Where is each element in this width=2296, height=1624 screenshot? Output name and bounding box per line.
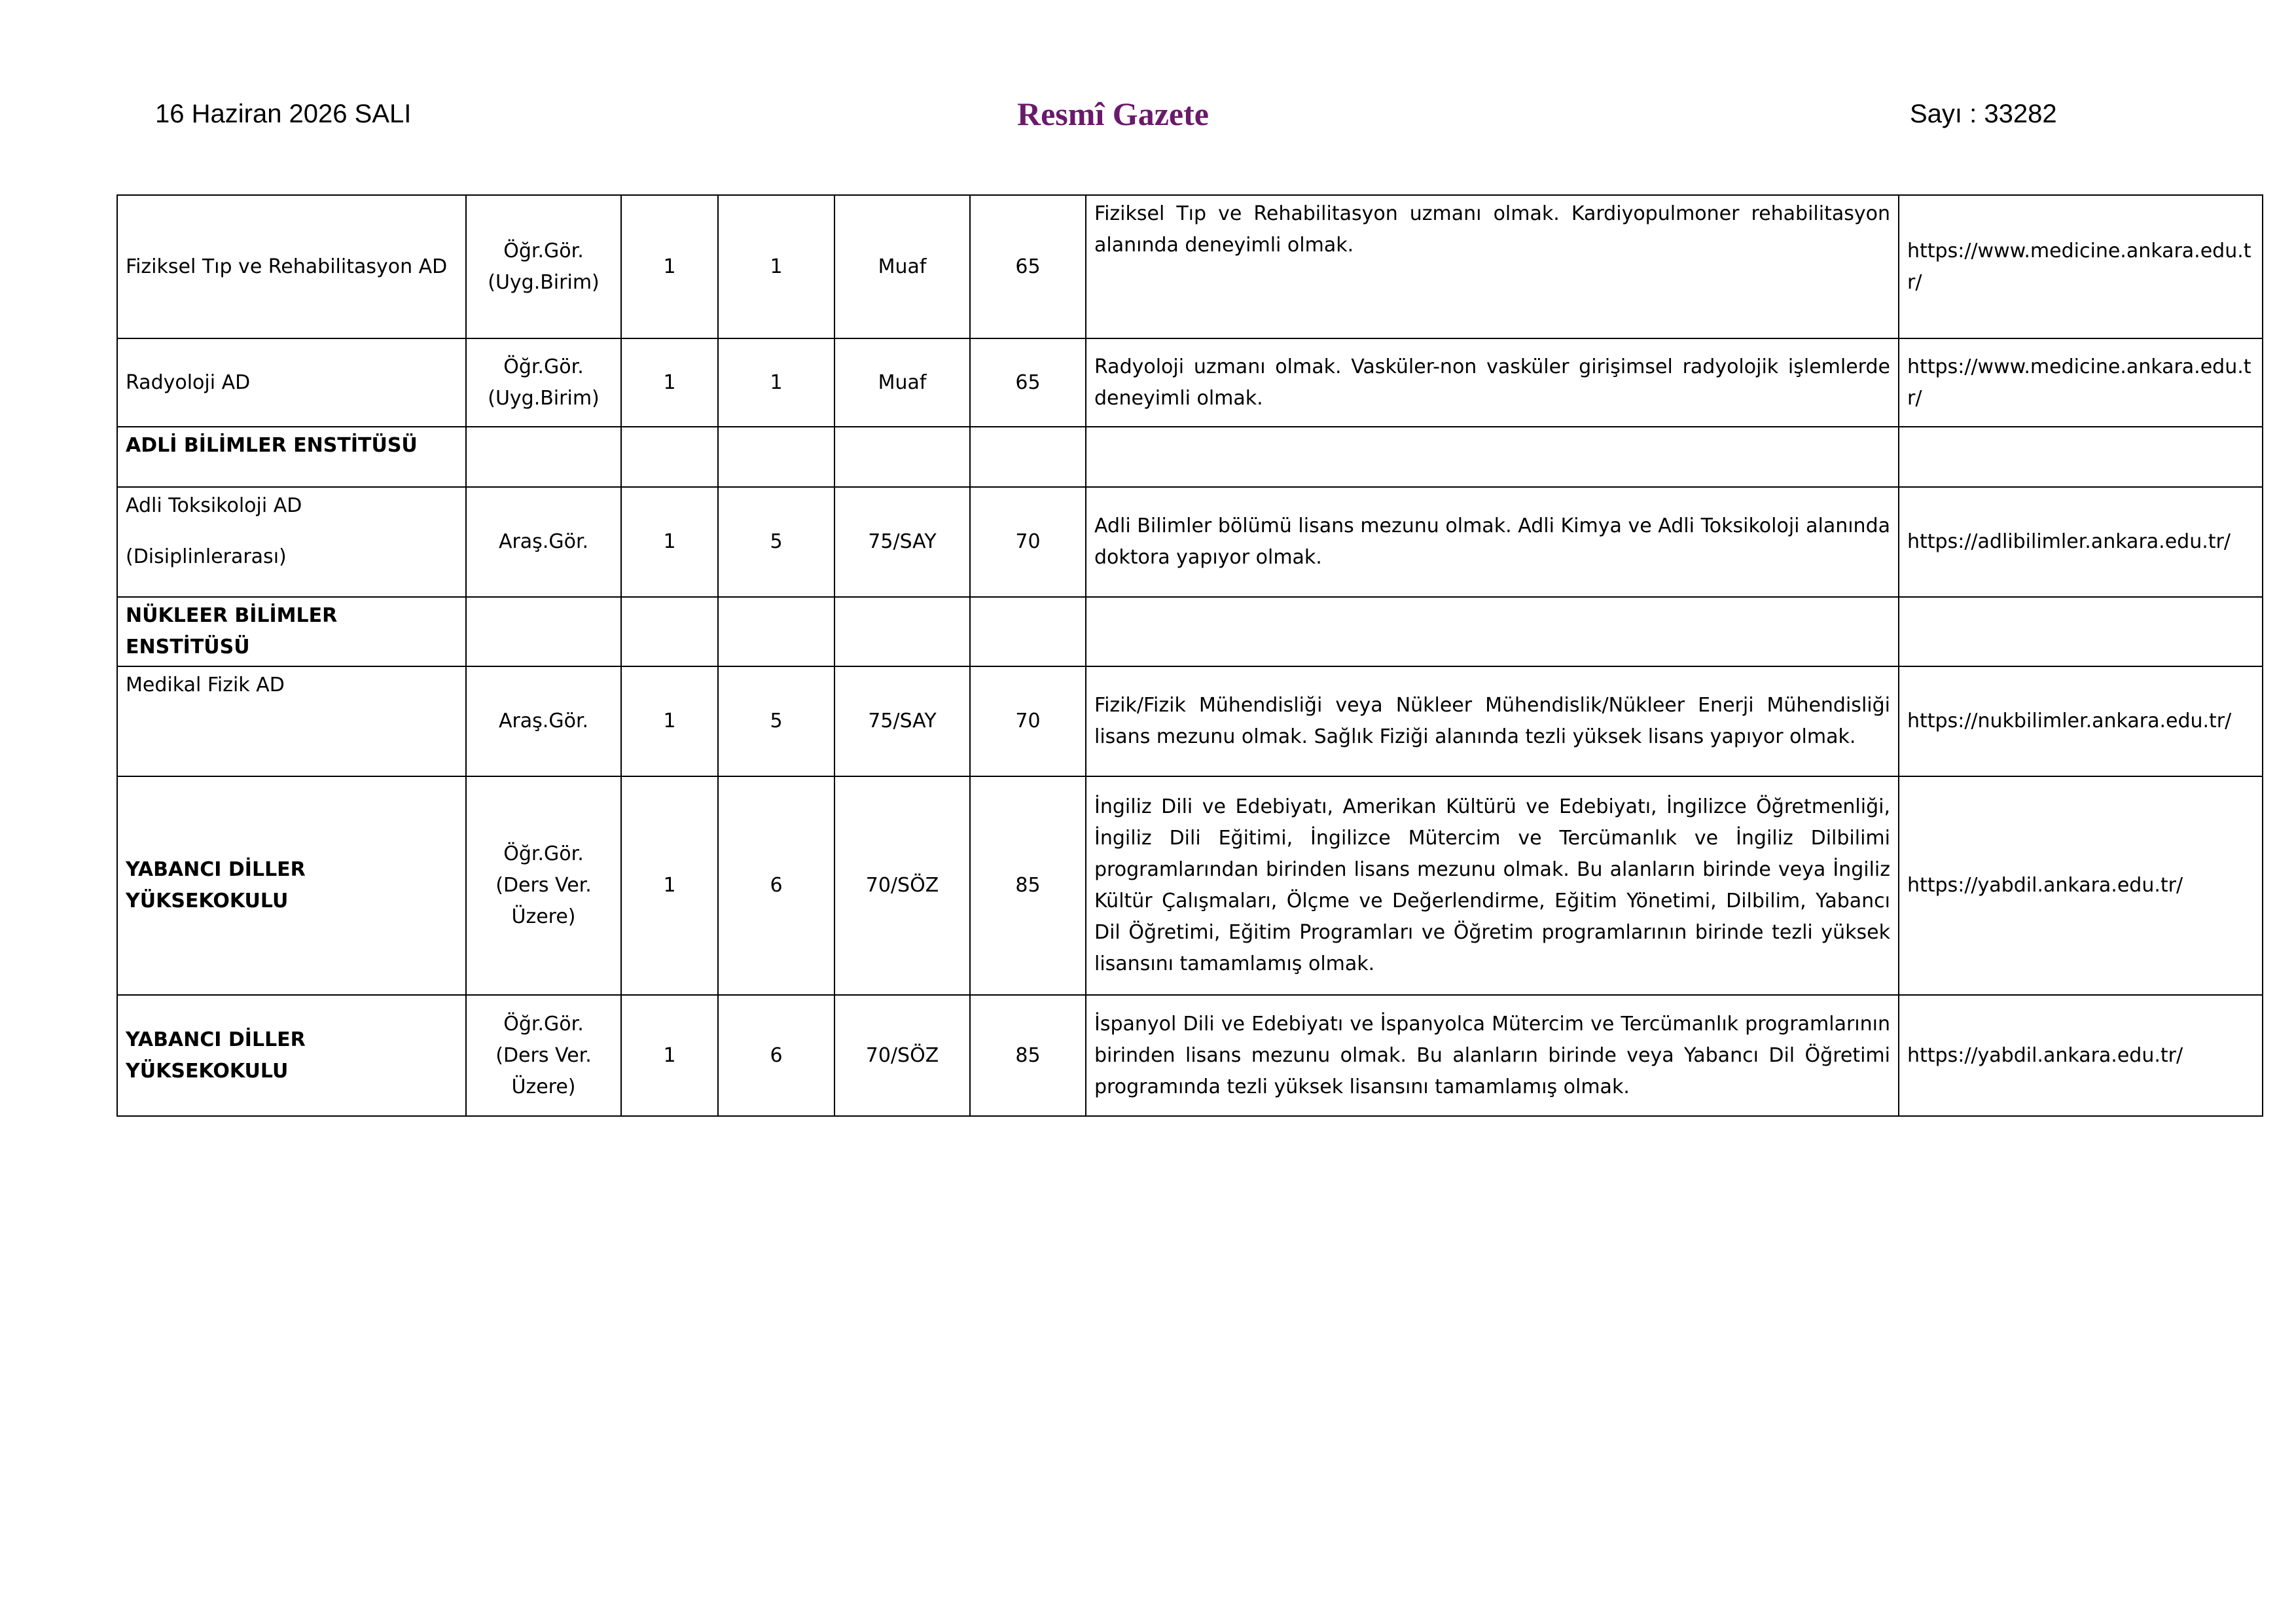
unit-cell: Radyoloji AD [117, 338, 466, 427]
count-cell: 1 [718, 338, 834, 427]
section-heading: NÜKLEER BİLİMLER ENSTİTÜSÜ [117, 597, 466, 666]
table-row [117, 776, 2263, 995]
table-row [117, 487, 2263, 597]
count-cell: 1 [718, 195, 834, 338]
conditions-cell: Fizik/Fizik Mühendisliği veya Nükleer Mühendislik/Nükleer Enerji Mühendisliği lisans mezunu olmak. Sağlık Fiziği alanında tezli yüksek lisans yapıyor olmak. [1086, 666, 1899, 776]
count-cell: 6 [718, 995, 834, 1116]
title-cell: Öğr.Gör. (Uyg.Birim) [466, 195, 621, 338]
unit-name: Adli Toksikoloji AD [126, 494, 302, 517]
url-cell: https://www.medicine.ankara.edu.tr/ [1899, 338, 2263, 427]
conditions-cell: Radyoloji uzmanı olmak. Vasküler-non vasküler girişimsel radyolojik işlemlerde deneyimli olmak. [1086, 338, 1899, 427]
positions-table [117, 194, 2263, 1117]
language-cell: 65 [970, 338, 1086, 427]
url-cell: https://www.medicine.ankara.edu.tr/ [1899, 195, 2263, 338]
degree-cell: 1 [621, 995, 718, 1116]
degree-cell: 1 [621, 338, 718, 427]
table-row [117, 995, 2263, 1116]
section-row [117, 427, 2263, 487]
language-cell: 70 [970, 666, 1086, 776]
url-cell: https://yabdil.ankara.edu.tr/ [1899, 776, 2263, 995]
unit-cell: Fiziksel Tıp ve Rehabilitasyon AD [117, 195, 466, 338]
table-row [117, 195, 2263, 338]
degree-cell: 1 [621, 776, 718, 995]
count-cell: 5 [718, 666, 834, 776]
section-row [117, 597, 2263, 666]
unit-cell: YABANCI DİLLER YÜKSEKOKULU [117, 995, 466, 1116]
conditions-cell: İspanyol Dili ve Edebiyatı ve İspanyolca Mütercim ve Tercümanlık programlarının birinden lisans mezunu olmak. Bu alanların birinde veya Yabancı Dil Öğretimi programında tezli yüksek lisansını tamamlamış olmak. [1086, 995, 1899, 1116]
gazette-title: Resmî Gazete [1017, 96, 1209, 132]
score-cell: 75/SAY [834, 666, 970, 776]
url-cell: https://adlibilimler.ankara.edu.tr/ [1899, 487, 2263, 597]
header-date: 16 Haziran 2026 SALI [155, 99, 412, 128]
table-row [117, 666, 2263, 776]
conditions-cell: İngiliz Dili ve Edebiyatı, Amerikan Kültürü ve Edebiyatı, İngilizce Öğretmenliği, İngiliz Dili Eğitimi, İngilizce Mütercim ve Tercümanlık ve İngiliz Dilbilimi programlarından birinden lisans mezunu olmak. Bu alanların birinde veya İngiliz Kültür Çalışmaları, Ölçme ve Değerlendirme, Eğitim Yönetimi, Dilbilim, Yabancı Dil Öğretimi, Eğitim Programları ve Öğretim programlarının birinde tezli yüksek lisansını tamamlamış olmak. [1086, 776, 1899, 995]
language-cell: 70 [970, 487, 1086, 597]
degree-cell: 1 [621, 666, 718, 776]
score-cell: 75/SAY [834, 487, 970, 597]
degree-cell: 1 [621, 487, 718, 597]
conditions-cell: Fiziksel Tıp ve Rehabilitasyon uzmanı olmak. Kardiyopulmoner rehabilitasyon alanında deneyimli olmak. [1086, 195, 1899, 338]
language-cell: 85 [970, 995, 1086, 1116]
conditions-cell: Adli Bilimler bölümü lisans mezunu olmak. Adli Kimya ve Adli Toksikoloji alanında doktora yapıyor olmak. [1086, 487, 1899, 597]
section-heading: ADLİ BİLİMLER ENSTİTÜSÜ [117, 427, 466, 487]
language-cell: 85 [970, 776, 1086, 995]
score-cell: Muaf [834, 338, 970, 427]
url-cell: https://nukbilimler.ankara.edu.tr/ [1899, 666, 2263, 776]
unit-note: (Disiplinlerarası) [126, 545, 287, 568]
unit-cell: Medikal Fizik AD [117, 666, 466, 776]
count-cell: 6 [718, 776, 834, 995]
language-cell: 65 [970, 195, 1086, 338]
count-cell: 5 [718, 487, 834, 597]
title-cell: Öğr.Gör. (Ders Ver. Üzere) [466, 995, 621, 1116]
score-cell: 70/SÖZ [834, 995, 970, 1116]
title-cell: Öğr.Gör. (Uyg.Birim) [466, 338, 621, 427]
degree-cell: 1 [621, 195, 718, 338]
table-row [117, 338, 2263, 427]
title-cell: Araş.Gör. [466, 487, 621, 597]
title-cell: Araş.Gör. [466, 666, 621, 776]
score-cell: Muaf [834, 195, 970, 338]
unit-cell: YABANCI DİLLER YÜKSEKOKULU [117, 776, 466, 995]
url-cell: https://yabdil.ankara.edu.tr/ [1899, 995, 2263, 1116]
issue-number: Sayı : 33282 [1910, 99, 2057, 128]
title-cell: Öğr.Gör. (Ders Ver. Üzere) [466, 776, 621, 995]
unit-cell [117, 487, 466, 597]
score-cell: 70/SÖZ [834, 776, 970, 995]
